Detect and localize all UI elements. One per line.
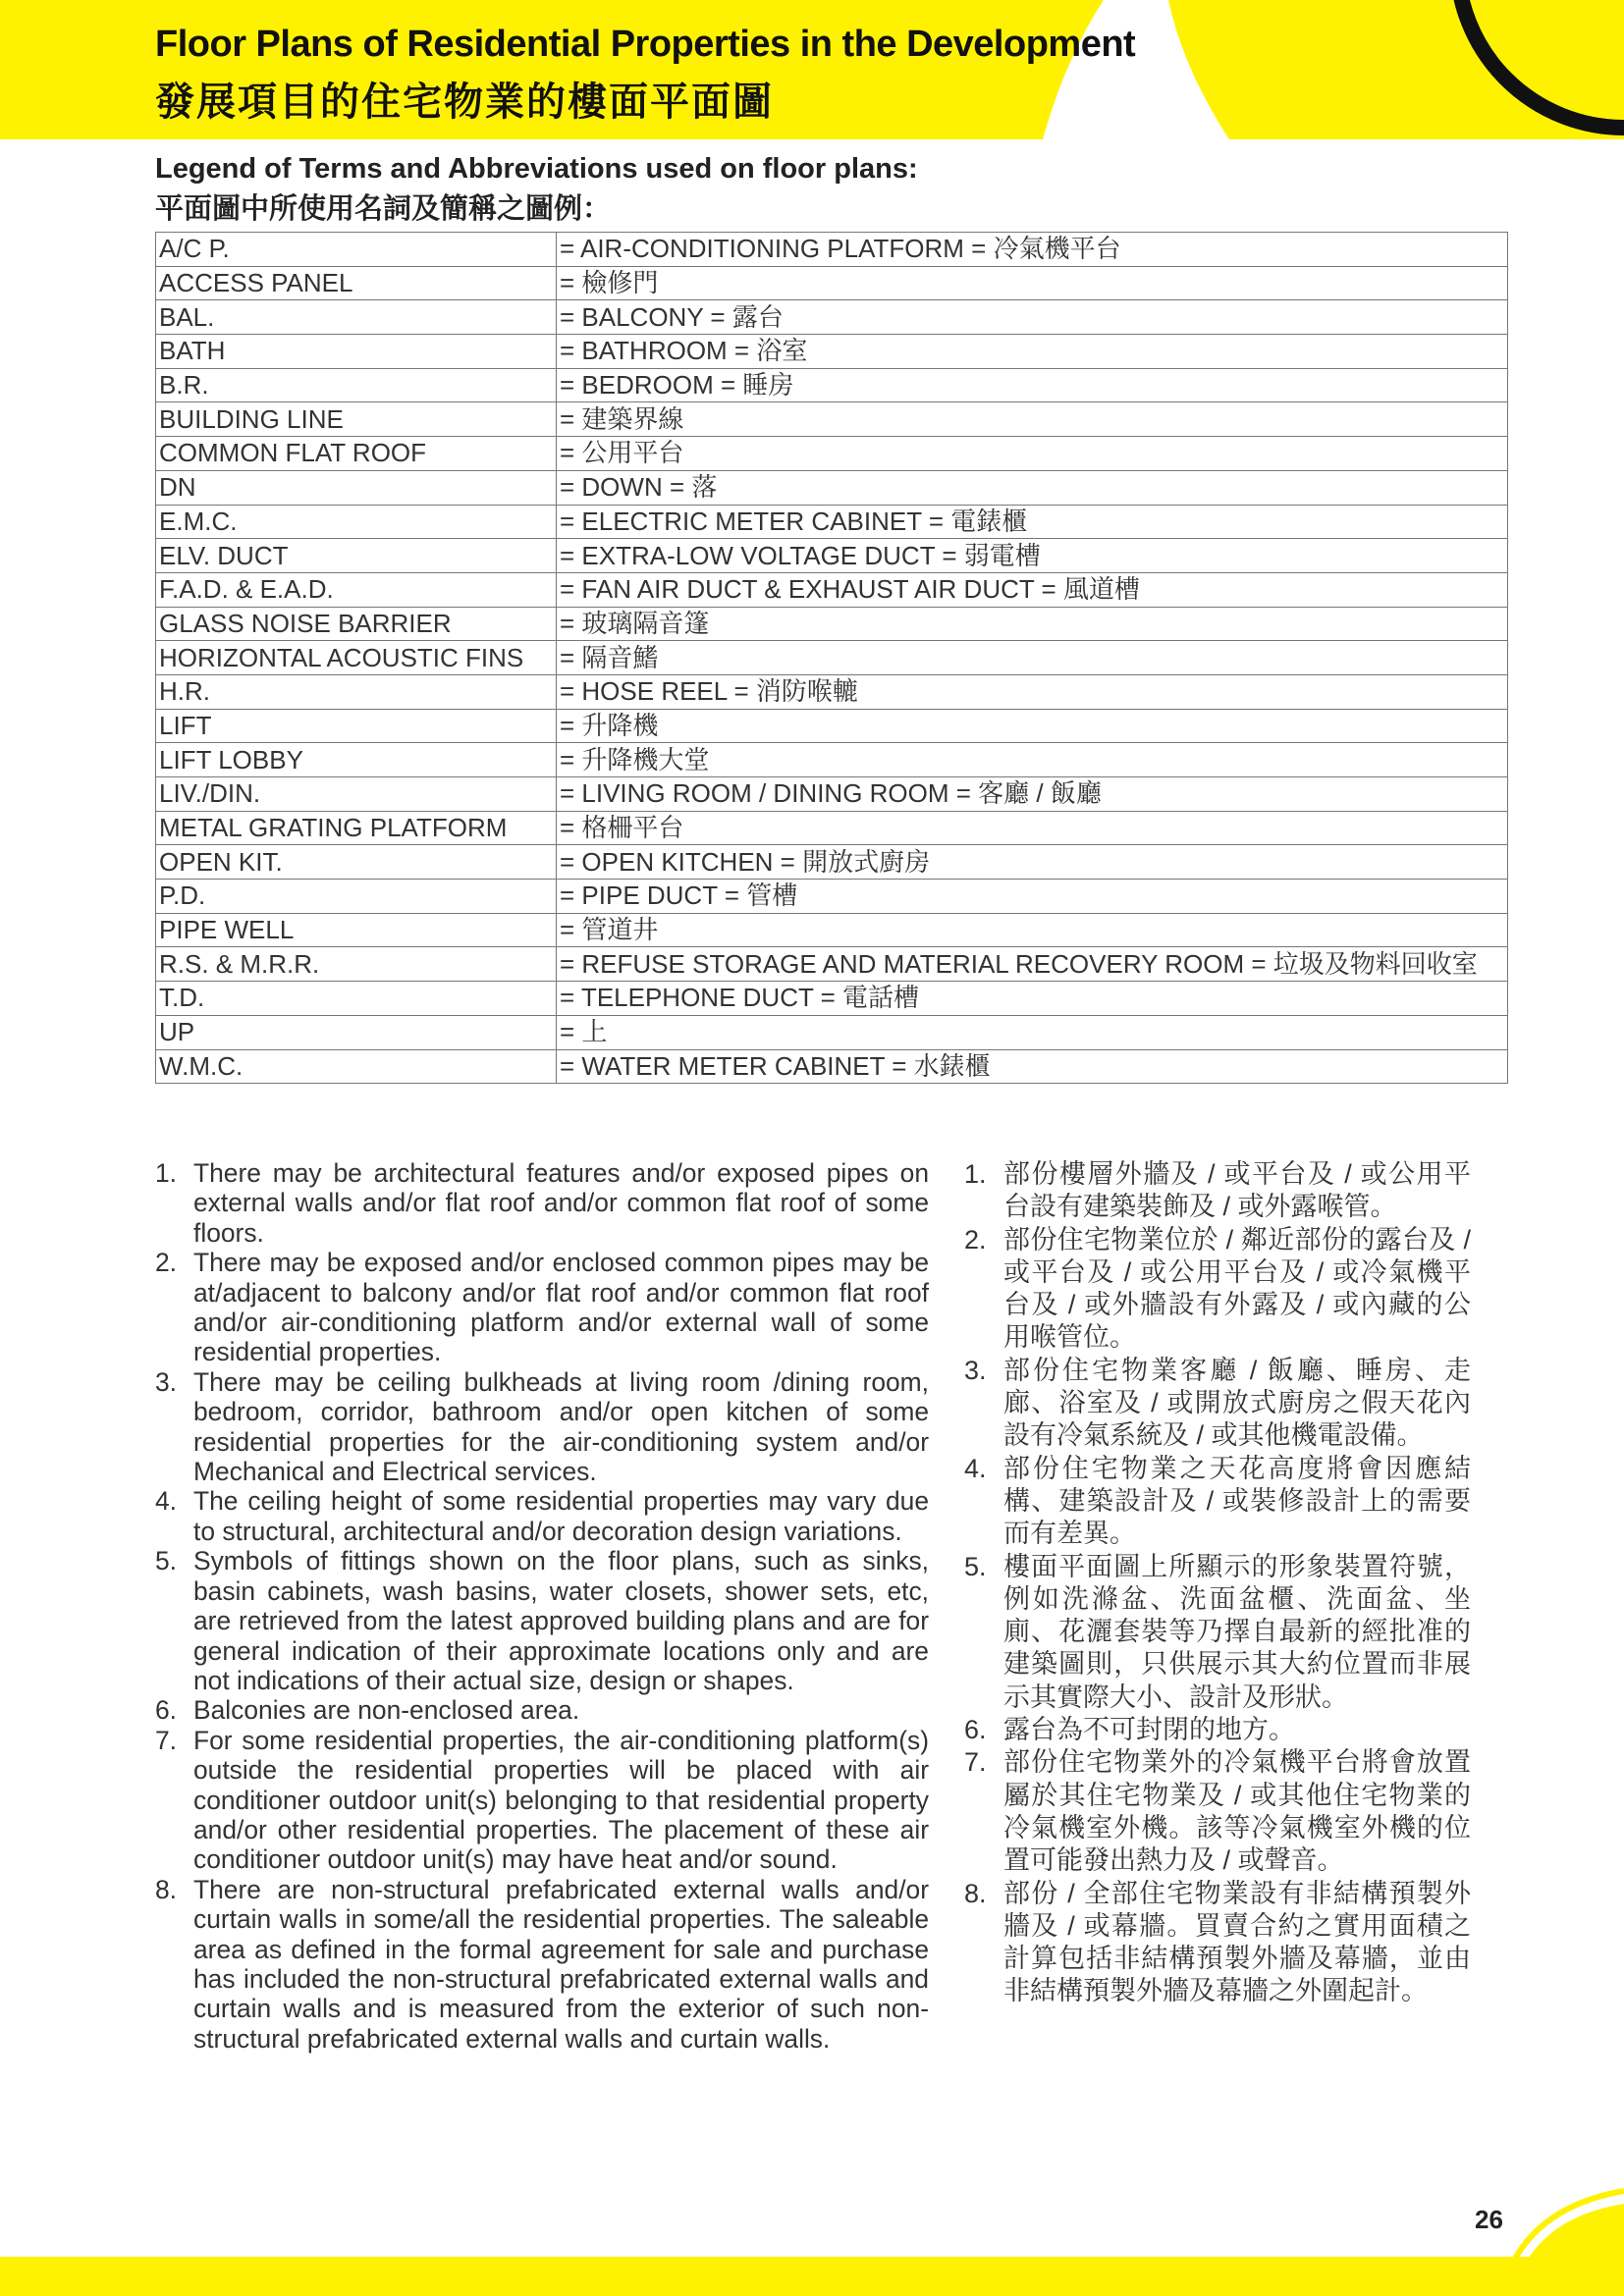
note-number: 6. [964,1715,987,1745]
note-item [964,1224,1471,1355]
footer-band [0,2160,1624,2296]
legend-meaning: = FAN AIR DUCT & EXHAUST AIR DUCT = 風道槽 [557,572,1508,607]
page-title-en: Floor Plans of Residential Properties in the Development [155,24,1136,65]
legend-meaning: = 玻璃隔音篷 [557,607,1508,641]
legend-term: HORIZONTAL ACOUSTIC FINS [156,641,557,675]
note-text: 部份住宅物業之天花高度將會因應結構、建築設計及 / 或裝修設計上的需要而有差異。 [1003,1453,1471,1549]
legend-row [156,913,1508,947]
note-number: 6. [155,1695,178,1726]
legend-title-zh: 平面圖中所使用名詞及簡稱之圖例： [155,193,612,225]
legend-meaning: = DOWN = 落 [557,470,1508,505]
note-text: There may be architectural features and/or exposed pipes on external walls and/or flat roof and/or common flat roof of some floors. [193,1158,929,1248]
legend-meaning: = ELECTRIC METER CABINET = 電錶櫃 [557,505,1508,539]
note-item [155,1158,929,1248]
note-number: 2. [964,1224,987,1255]
note-text: There may be ceiling bulkheads at living room /dining room, bedroom, corridor, bathroom and/or open kitchen of some residential properties for the air-conditioning system and/or Mechanical and Electrical services. [193,1366,929,1487]
legend-term: ELV. DUCT [156,539,557,573]
legend-row [156,1015,1508,1049]
note-text: For some residential properties, the air-conditioning platform(s) outside the residential properties will be placed with air conditioner outdoor unit(s) belonging to that residential property and/or other residential properties. The placement of these air conditioner outdoor unit(s) may have heat and/or sound. [193,1725,929,1875]
legend-term: COMMON FLAT ROOF [156,437,557,471]
note-item [155,1248,929,1367]
legend-meaning: = EXTRA-LOW VOLTAGE DUCT = 弱電槽 [557,539,1508,573]
legend-title-en: Legend of Terms and Abbreviations used on floor plans: [155,153,918,185]
note-item [155,1546,929,1695]
legend-meaning: = BALCONY = 露台 [557,300,1508,335]
legend-meaning: = OPEN KITCHEN = 開放式廚房 [557,845,1508,880]
legend-term: OPEN KIT. [156,845,557,880]
legend-term: LIFT LOBBY [156,743,557,777]
legend-row [156,947,1508,982]
legend-meaning: = REFUSE STORAGE AND MATERIAL RECOVERY ROOM = 垃圾及物料回收室 [557,947,1508,982]
legend-term: BUILDING LINE [156,402,557,437]
note-number: 5. [964,1551,987,1581]
notes-en-list [155,1158,929,2054]
legend-term: LIFT [156,709,557,743]
note-number: 4. [964,1453,987,1483]
page-number: 26 [1475,2205,1503,2234]
note-number: 3. [964,1355,987,1385]
notes-zh-list [964,1158,1471,2008]
note-number: 3. [155,1366,178,1397]
note-number: 7. [964,1747,987,1778]
note-item [155,1695,929,1725]
note-item [964,1158,1471,1224]
note-item [964,1714,1471,1746]
legend-row [156,437,1508,471]
legend-row [156,777,1508,812]
note-text: 樓面平面圖上所顯示的形象裝置符號，例如洗滌盆、洗面盆櫃、洗面盆、坐廁、花灑套裝等乃擇自最新的經批准的建築圖則，只供展示其大約位置而非展示其實際大小、設計及形狀。 [1003,1551,1471,1712]
legend-row [156,572,1508,607]
legend-row [156,300,1508,335]
note-text: 部份 / 全部住宅物業設有非結構預製外牆及 / 或幕牆。買賣合約之實用面積之計算包括非結構預製外牆及幕牆，並由非結構預製外牆及幕牆之外圍起計。 [1003,1878,1471,2006]
note-item [155,1726,929,1875]
legend-meaning: = WATER METER CABINET = 水錶櫃 [557,1049,1508,1084]
note-item [964,1878,1471,2008]
legend-row [156,368,1508,402]
legend-meaning: = 升降機大堂 [557,743,1508,777]
note-number: 7. [155,1725,178,1755]
note-number: 2. [155,1248,178,1278]
note-text: 部份住宅物業客廳 / 飯廳、睡房、走廊、浴室及 / 或開放式廚房之假天花內設有冷氣系統及 / 或其他機電設備。 [1003,1355,1471,1451]
note-number: 8. [964,1878,987,1908]
legend-row [156,335,1508,369]
note-item [964,1746,1471,1877]
legend-meaning: = 升降機 [557,709,1508,743]
legend-row [156,266,1508,300]
legend-meaning: = LIVING ROOM / DINING ROOM = 客廳 / 飯廳 [557,777,1508,812]
note-number: 4. [155,1486,178,1517]
note-item [155,1875,929,2054]
legend-term: PIPE WELL [156,913,557,947]
legend-row [156,1049,1508,1084]
legend-term: BAL. [156,300,557,335]
note-text: 部份住宅物業外的冷氣機平台將會放置屬於其住宅物業及 / 或其他住宅物業的冷氣機室外機。該等冷氣機室外機的位置可能發出熱力及 / 或聲音。 [1003,1747,1471,1876]
legend-meaning: = AIR-CONDITIONING PLATFORM = 冷氣機平台 [557,233,1508,267]
note-text: There are non-structural prefabricated external walls and/or curtain walls in some/all the residential properties. The saleable area as defined in the formal agreement for sale and purchase has included the non-structural prefabricated external walls and curtain walls and is measured from the exterior of such non-structural prefabricated external walls and curtain walls. [193,1874,929,2054]
note-number: 1. [155,1158,178,1188]
note-text: Balconies are non-enclosed area. [193,1695,580,1726]
legend-term: METAL GRATING PLATFORM [156,811,557,845]
legend-row [156,674,1508,709]
note-text: 露台為不可封閉的地方。 [1003,1715,1295,1745]
legend-term: F.A.D. & E.A.D. [156,572,557,607]
legend-term: A/C P. [156,233,557,267]
legend-row [156,709,1508,743]
legend-term: BATH [156,335,557,369]
legend-meaning: = 管道井 [557,913,1508,947]
legend-term: H.R. [156,674,557,709]
note-item [155,1486,929,1546]
legend-meaning: = PIPE DUCT = 管槽 [557,880,1508,914]
legend-row [156,470,1508,505]
note-item [964,1551,1471,1714]
note-item [964,1355,1471,1453]
legend-term: W.M.C. [156,1049,557,1084]
legend-meaning: = 隔音鰭 [557,641,1508,675]
legend-meaning: = 格柵平台 [557,811,1508,845]
legend-meaning: = HOSE REEL = 消防喉轆 [557,674,1508,709]
legend-row [156,607,1508,641]
page-title-zh: 發展項目的住宅物業的樓面平面圖 [155,80,774,124]
note-number: 5. [155,1546,178,1576]
legend-row [156,233,1508,267]
legend-meaning: = BATHROOM = 浴室 [557,335,1508,369]
note-number: 8. [155,1874,178,1904]
legend-term: R.S. & M.R.R. [156,947,557,982]
legend-term: UP [156,1015,557,1049]
legend-term: B.R. [156,368,557,402]
legend-term: LIV./DIN. [156,777,557,812]
legend-meaning: = 檢修門 [557,266,1508,300]
legend-meaning: = 上 [557,1015,1508,1049]
legend-row [156,505,1508,539]
legend-row [156,641,1508,675]
legend-meaning: = TELEPHONE DUCT = 電話槽 [557,982,1508,1016]
legend-meaning: = 建築界線 [557,402,1508,437]
legend-term: GLASS NOISE BARRIER [156,607,557,641]
legend-meaning: = 公用平台 [557,437,1508,471]
legend-row [156,811,1508,845]
note-text: 部份住宅物業位於 / 鄰近部份的露台及 / 或平台及 / 或公用平台及 / 或冷氣機平台及 / 或外牆設有外露及 / 或內藏的公用喉管位。 [1003,1224,1471,1353]
note-item [155,1367,929,1487]
legend-table-body [156,233,1508,1084]
header-band [0,0,1624,139]
note-text: The ceiling height of some residential properties may vary due to structural, architectural and/or decoration design variations. [193,1486,929,1546]
legend-term: T.D. [156,982,557,1016]
legend-term: DN [156,470,557,505]
legend-row [156,402,1508,437]
legend-table [155,232,1508,1084]
legend-row [156,845,1508,880]
note-text: 部份樓層外牆及 / 或平台及 / 或公用平台設有建築裝飾及 / 或外露喉管。 [1003,1159,1471,1222]
note-text: Symbols of fittings shown on the floor plans, such as sinks, basin cabinets, wash basins, water closets, shower sets, etc, are retrieved from the latest approved building plans and are for general indication of their approximate locations only and are not indications of their actual size, design or shapes. [193,1546,929,1695]
legend-term: E.M.C. [156,505,557,539]
legend-term: ACCESS PANEL [156,266,557,300]
footer-graphic [0,2160,1624,2296]
legend-row [156,880,1508,914]
legend-meaning: = BEDROOM = 睡房 [557,368,1508,402]
note-item [964,1453,1471,1551]
note-text: There may be exposed and/or enclosed common pipes may be at/adjacent to balcony and/or flat roof and/or common flat roof and/or air-conditioning platform and/or external wall of some residential properties. [193,1248,929,1367]
legend-row [156,982,1508,1016]
legend-term: P.D. [156,880,557,914]
legend-row [156,743,1508,777]
legend-row [156,539,1508,573]
note-number: 1. [964,1159,987,1189]
